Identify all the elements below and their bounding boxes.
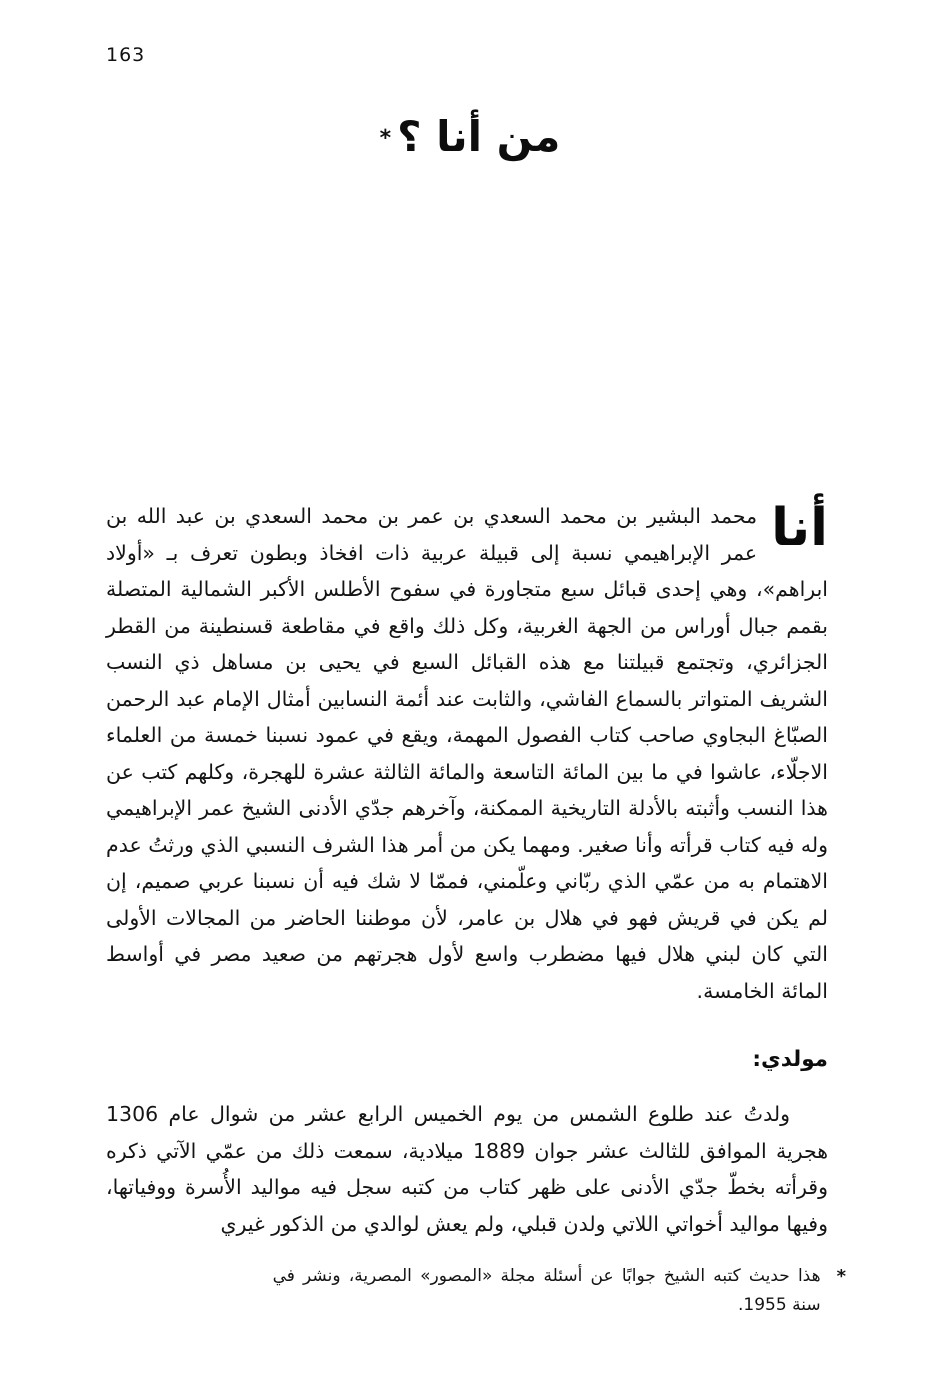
paragraph-lineage-text: محمد البشير بن محمد السعدي بن عمر بن محمد السعدي بن عبد الله بن عمر الإبراهيمي نسبة إلى قبيلة عربية ذات افخاذ وبطون تعرف بـ «أولاد ابراهم»، وهي إحدى قبائل سبع متجاورة في سفوح الأطلس الأكبر الشمالية المتصلة بقمم جبال أوراس من الجهة الغربية، وكل ذلك واقع في مقاطعة قسنطينة من القطر الجزائري، وتجتمع قبيلتنا مع هذه القبائل السبع في يحيى بن مساهل ذي النسب الشريف المتواتر بالسماع الفاشي، والثابت عند أئمة النسابين أمثال الإمام عبد الرحمن الصبّاغ البجاوي صاحب كتاب الفصول المهمة، ويقع في عمود نسبنا خمسة من العلماء الاجلّاء، عاشوا في ما بين المائة التاسعة والمائة الثالثة عشرة للهجرة، وكلهم كتب عن هذا النسب وأثبته بالأدلة التاريخية الممكنة، وآخرهم جدّي الأدنى الشيخ عمر الإبراهيمي وله فيه كتاب قرأته وأنا صغير. ومهما يكن من أمر هذا الشرف النسبي الذي ورثتُ عدم الاهتمام به من عمّي الذي ربّاني وعلّمني، فممّا لا شك فيه أن نسبنا عربي صميم، إن لم يكن في قريش فهو في هلال بن عامر، لأن موطننا الحاضر من المجالات الأولى التي كان لبني هلال فيها مضطرب واسع لأول هجرتهم من صعيد مصر في أواسط المائة الخامسة.	[106, 504, 828, 1003]
paragraph-lineage	[106, 498, 828, 1009]
body-content	[106, 498, 828, 1242]
page-number: 163	[106, 44, 146, 66]
footnote-marker: *	[836, 1266, 846, 1287]
footnote	[106, 1262, 846, 1320]
section-heading-birth: مولدي:	[752, 1047, 828, 1072]
title-text: من أنا ؟	[397, 112, 561, 161]
dropcap-ana: أنا	[771, 498, 828, 558]
paragraph-birth: ولدتُ عند طلوع الشمس من يوم الخميس الرابع عشر من شوال عام 1306 هجرية الموافق للثالث عشر جوان 1889 ميلادية، سمعت ذلك من عمّي الآتي ذكره وقرأته بخطّ جدّي الأدنى على ظهر كتاب من كتبه سجل فيه مواليد الأُسرة ووفياتها، وفيها مواليد أخواتي اللاتي ولدن قبلي، ولم يعش لوالدي من الذكور غيري	[106, 1102, 829, 1236]
footnote-text: هذا حديث كتبه الشيخ جوابًا عن أسئلة مجلة «المصور» المصرية، ونشر في سنة 1955.	[272, 1266, 821, 1315]
title-asterisk: *	[379, 125, 392, 151]
page-title	[0, 112, 940, 161]
